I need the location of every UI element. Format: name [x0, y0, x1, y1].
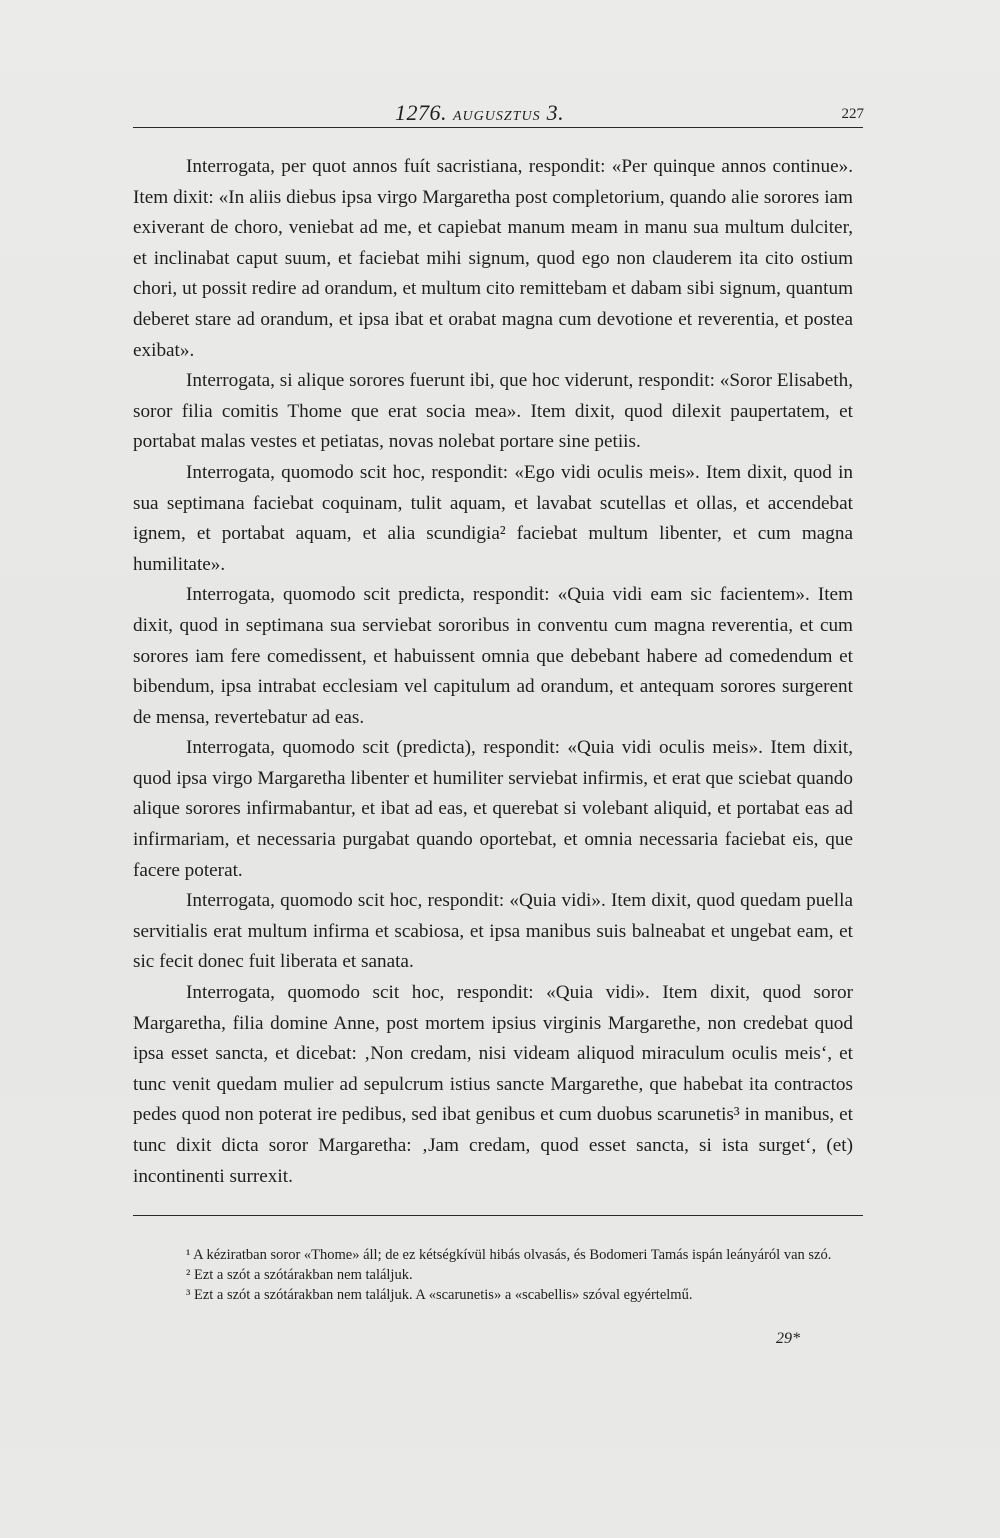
header-title — [395, 100, 564, 126]
footnote: ² Ezt a szót a szótárakban nem találjuk. — [186, 1267, 413, 1283]
paragraph: Interrogata, quomodo scit hoc, respondit: «Quia vidi». Item dixit, quod soror Margaretha, filia domine Anne, post mortem ipsius virginis Margarethe, non credebat quod ipsa esset sancta, et dicebat: ‚Non credam, nisi videam aliquod miraculum oculis meis‘, et tunc venit quedam mulier ad sepulcrum istius sancte Margarethe, que habebat ita contractos pedes quod non poterat ire pedibus, sed ibat genibus et cum duobus scarunetis³ in manibus, et tunc dixit dicta soror Margaretha: ‚Jam credam, quod esset sancta, si ista surget‘, (et) incontinenti surrexit. — [133, 982, 853, 1187]
signature-mark: 29* — [776, 1330, 800, 1347]
header-month: AUGUSZTUS — [453, 109, 541, 124]
header-year: 1276. — [395, 100, 447, 125]
footnote: ¹ A kéziratban soror «Thome» áll; de ez kétségkívül hibás olvasás, és Bodomeri Tamás ispán leányáról van szó. — [186, 1247, 832, 1263]
paragraph: Interrogata, quomodo scit predicta, respondit: «Quia vidi eam sic facientem». Item dixit, quod in septimana sua serviebat sororibus in conventu cum magna reverentia, et cum sorores iam fere comedissent, et habuissent omnia que debebant habere ad comedendum et bibendum, ipsa intrabat ecclesiam vel capitulum ad orandum, et antequam sorores surgerent de mensa, revertebatur ad eas. — [133, 584, 853, 728]
paragraph: Interrogata, si alique sorores fuerunt ibi, que hoc viderunt, respondit: «Soror Elisabeth, soror filia comitis Thome que erat socia mea». Item dixit, quod dilexit paupertatem, et portabat malas vestes et petiatas, novas nolebat portare sine petiis. — [133, 370, 853, 453]
paragraph: Interrogata, quomodo scit hoc, respondit: «Ego vidi oculis meis». Item dixit, quod in sua septimana faciebat coquinam, tulit aquam, et lavabat scutellas et ollas, et accendebat ignem, et portabat aquam, et alia scundigia² faciebat multum libenter, et cum magna humilitate». — [133, 461, 853, 575]
paragraph: Interrogata, quomodo scit hoc, respondit: «Quia vidi». Item dixit, quod quedam puella servitialis erat multum infirma et scabiosa, et ipsa manibus suis balneabat et ungebat eam, et sic fecit donec fuit liberata et sanata. — [133, 890, 853, 973]
page-number: 227 — [841, 106, 864, 122]
footnotes — [133, 1245, 861, 1305]
header-rule — [133, 127, 863, 128]
paragraph: Interrogata, per quot annos fuít sacristiana, respondit: «Per quinque annos continue». Item dixit: «In aliis diebus ipsa virgo Margaretha post completorium, quando alie sorores iam exiverant de choro, veniebat ad me, et capiebat manum meam in manu sua multum dulciter, et inclinabat caput suum, et faciebat mihi signum, quod ego non clauderem ita cito ostium chori, ut possit redire ad orandum, et multum cito remittebam et dabam sibi signum, quantum deberet stare ad orandum, et ipsa ibat et orabat magna cum devotione et reverentia, et postea exibat». — [133, 156, 853, 361]
paragraph: Interrogata, quomodo scit (predicta), respondit: «Quia vidi oculis meis». Item dixit, quod ipsa virgo Margaretha libenter et humiliter serviebat infirmis, et erat que sciebat quando alique sorores infirmabantur, et ibat ad eas, et querebat si volebant aliquid, et portabat eas ad infirmariam, et necessaria purgabat quando oportebat, et omnia necessaria faciebat eis, que facere poterat. — [133, 737, 853, 881]
header-day: 3. — [546, 100, 565, 125]
footnote-rule — [133, 1215, 863, 1216]
running-header — [133, 100, 863, 130]
body-text — [133, 152, 853, 1192]
footnote: ³ Ezt a szót a szótárakban nem találjuk. A «scarunetis» a «scabellis» szóval egyértelmű. — [186, 1287, 693, 1303]
